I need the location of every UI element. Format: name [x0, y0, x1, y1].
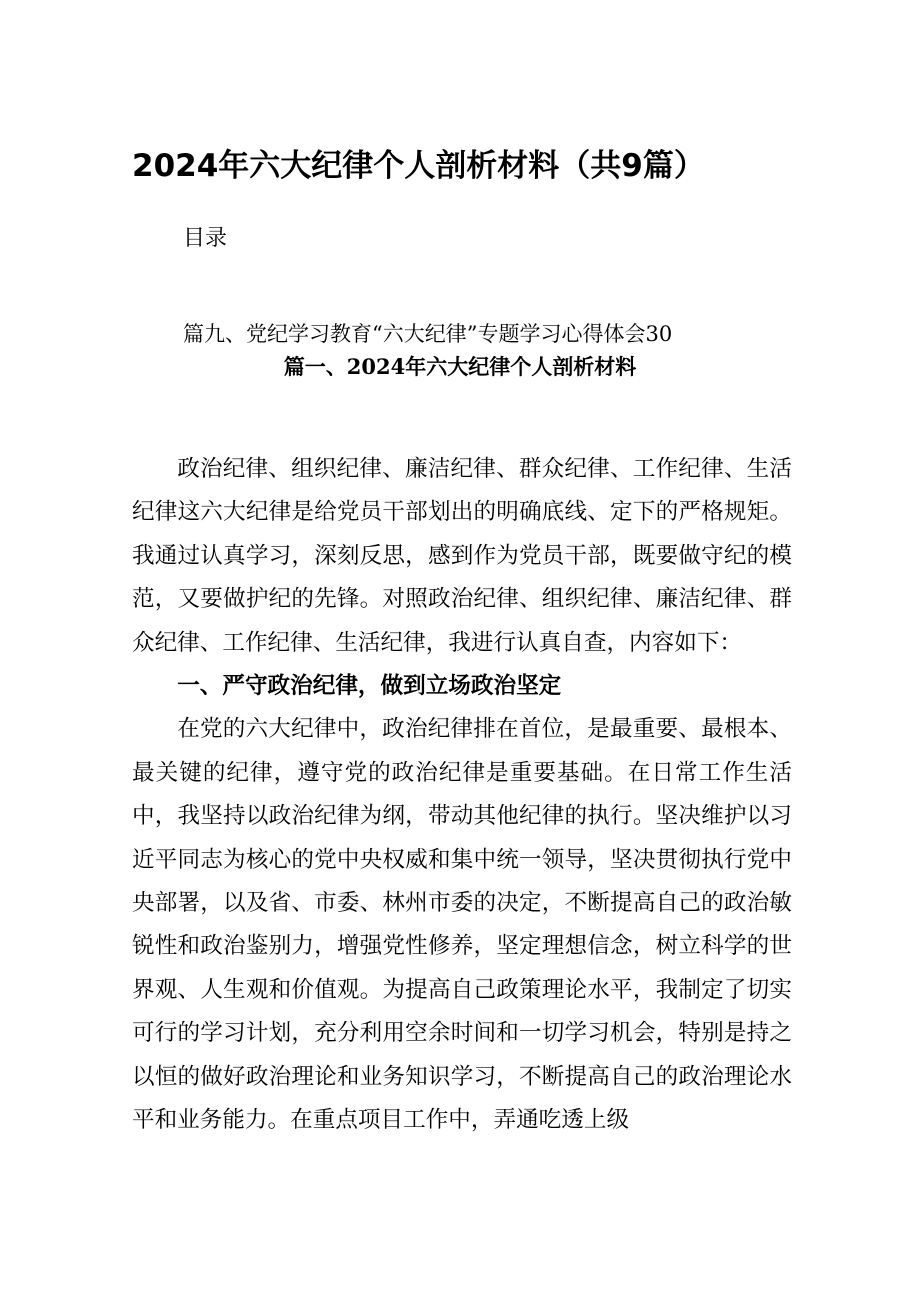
intro-paragraph: 政治纪律、组织纪律、廉洁纪律、群众纪律、工作纪律、生活纪律这六大纪律是给党员干部划出的明确底线、定下的严格规矩。我通过认真学习，深刻反思，感到作为党员干部，既要做守纪的模范，又要做护纪的先锋。对照政治纪律、组织纪律、廉洁纪律、群众纪律、工作纪律、生活纪律，我进行认真自查，内容如下：: [132, 456, 792, 656]
document-title: 2024年六大纪律个人剖析材料（共9篇）: [132, 148, 705, 184]
toc-entry: 篇九、党纪学习教育“六大纪律”专题学习心得体会30: [183, 322, 673, 346]
body-text: [132, 448, 792, 1143]
toc-label: 目录: [183, 226, 228, 251]
subheading-political-discipline: 一、严守政治纪律，做到立场政治坚定: [177, 673, 562, 700]
political-discipline-paragraph: 在党的六大纪律中，政治纪律排在首位，是最重要、最根本、最关键的纪律，遵守党的政治纪律是重要基础。在日常工作生活中，我坚持以政治纪律为纲，带动其他纪律的执行。坚决维护以习近平同志为核心的党中央权威和集中统一领导，坚决贯彻执行党中央部署，以及省、市委、林州市委的决定，不断提高自己的政治敏锐性和政治鉴别力，增强党性修养，坚定理想信念，树立科学的世界观、人生观和价值观。为提高自己政策理论水平，我制定了切实可行的学习计划，充分利用空余时间和一切学习机会，特别是持之以恒的做好政治理论和业务知识学习，不断提高自己的政治理论水平和业务能力。在重点项目工作中，弄通吃透上级: [132, 716, 792, 1134]
section-heading: 篇一、2024年六大纪律个人剖析材料: [283, 354, 637, 379]
